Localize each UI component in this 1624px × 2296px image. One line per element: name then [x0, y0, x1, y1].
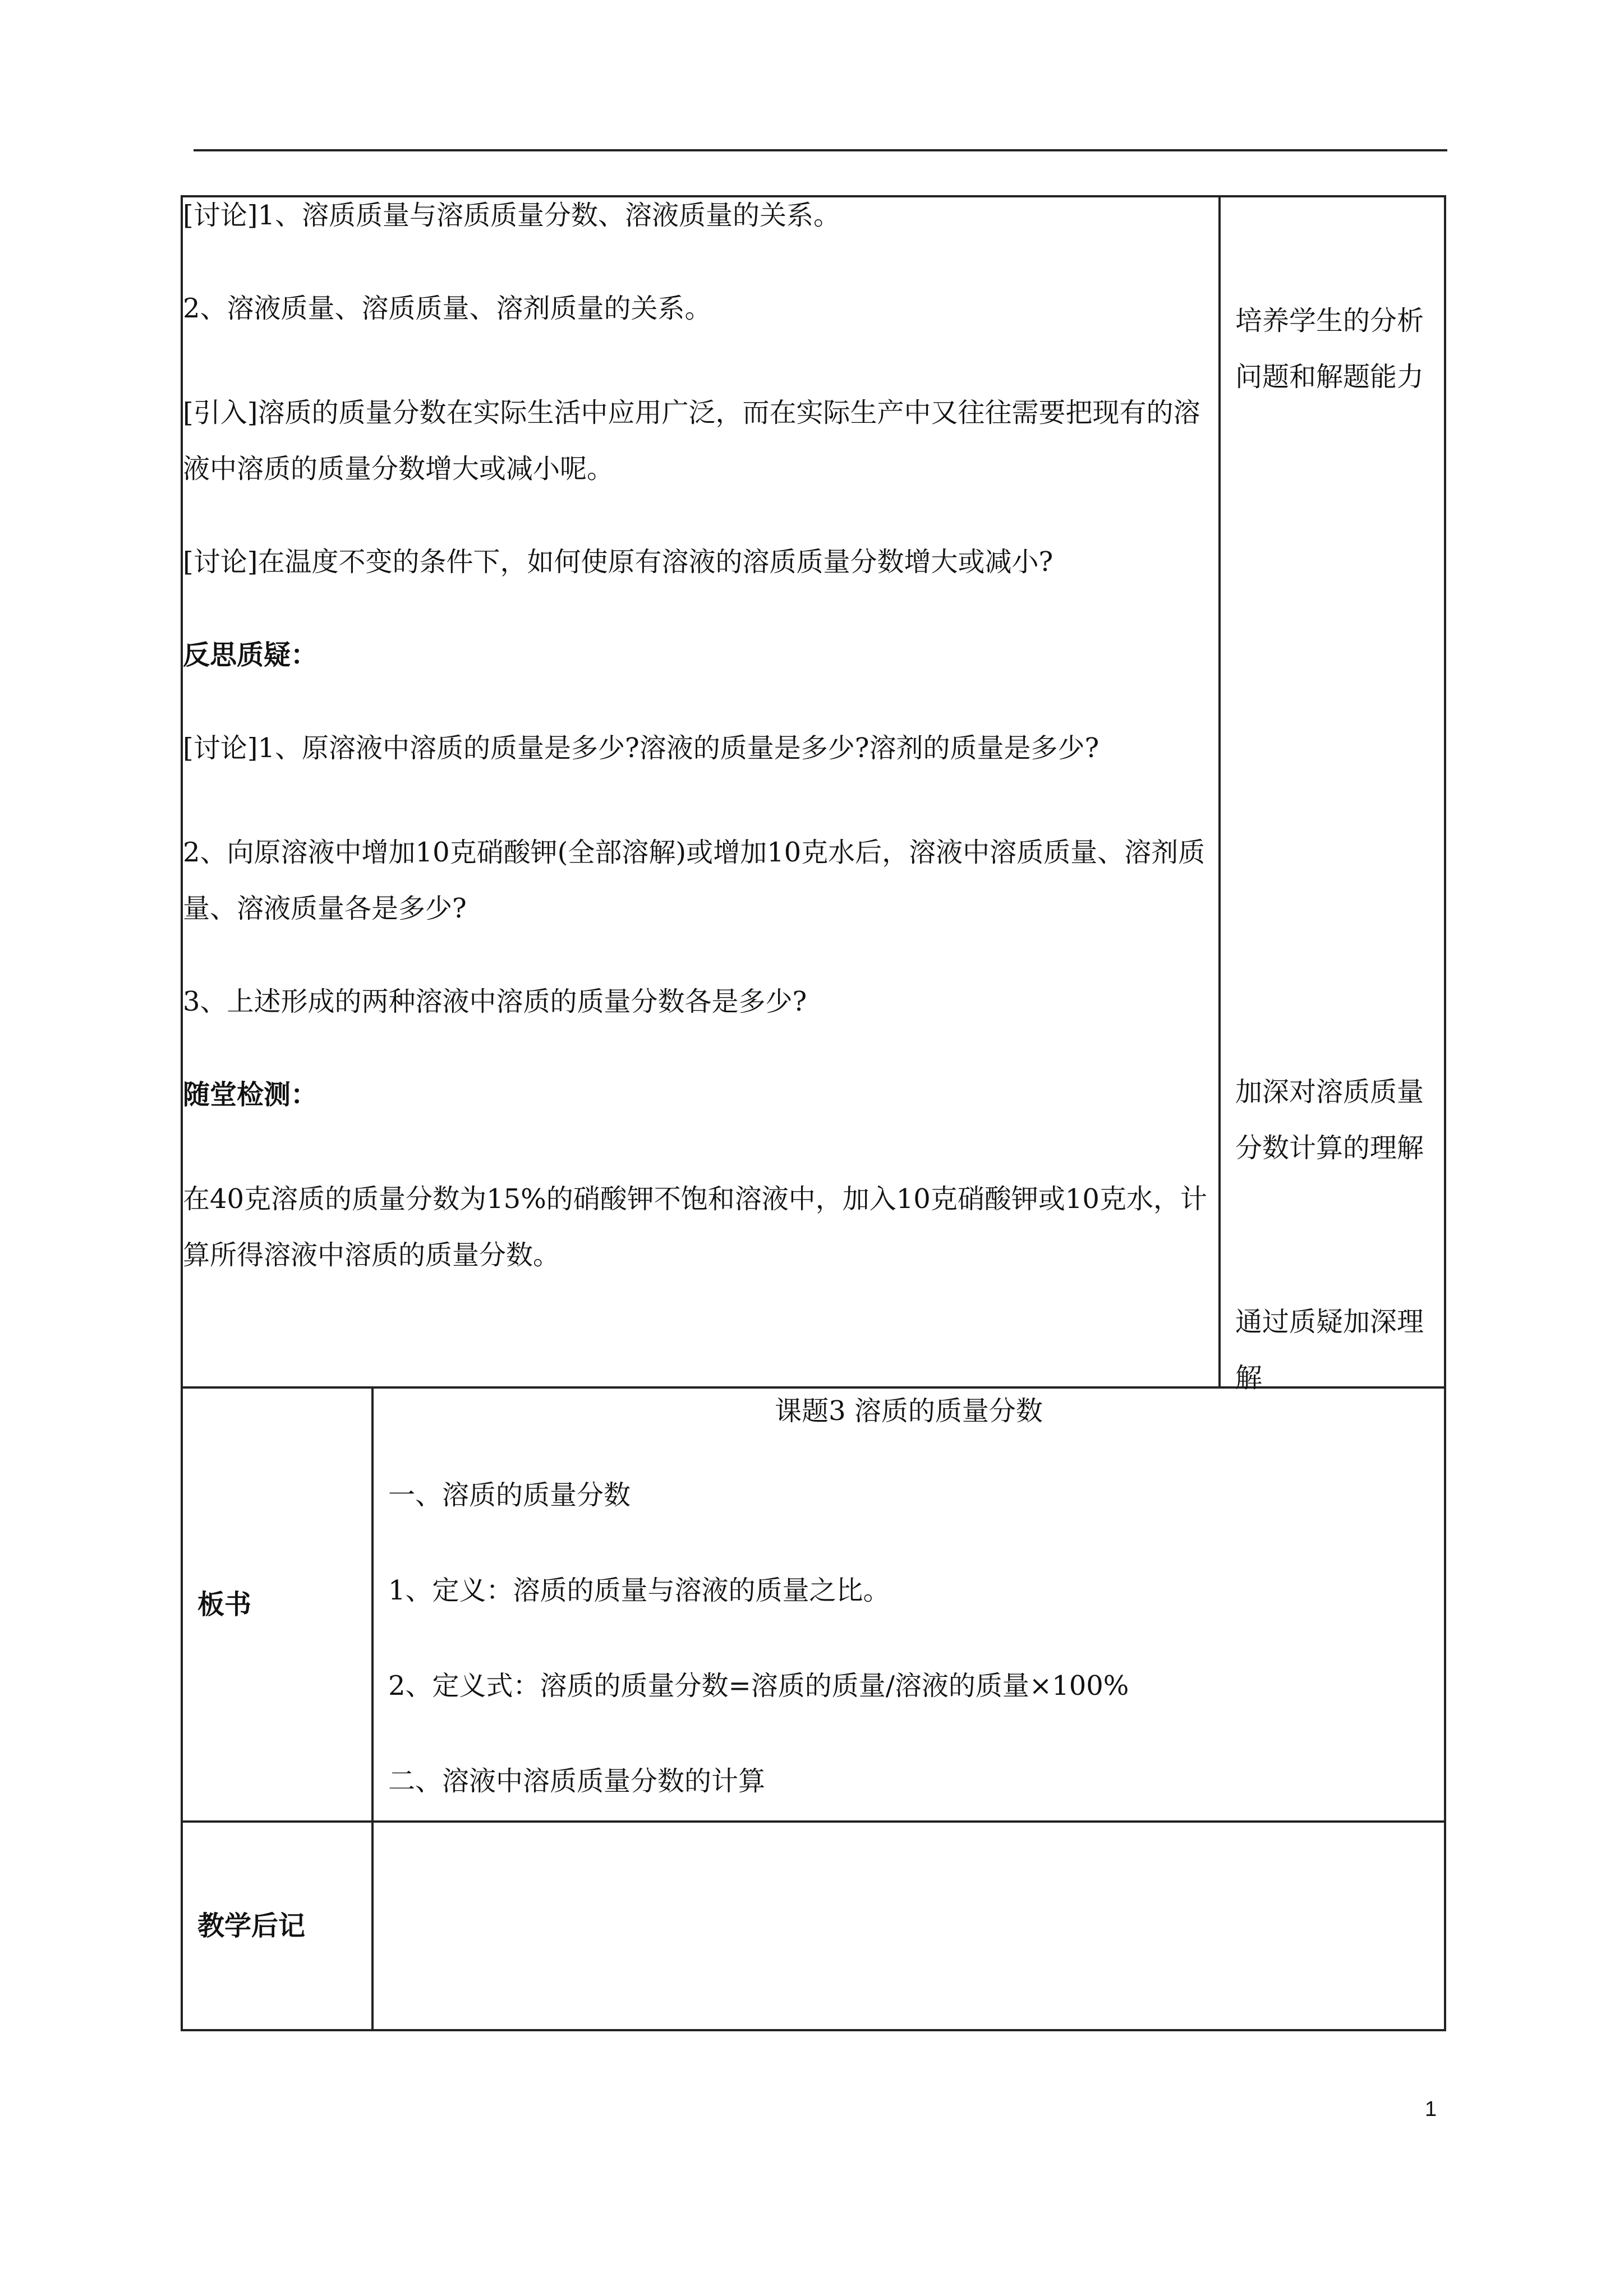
teaching-notes-row: [182, 1822, 1445, 2030]
teaching-notes-content-cell: [372, 1822, 1445, 2030]
teaching-notes-label: 教学后记: [197, 1910, 306, 1942]
discussion-1: [讨论]1、溶质质量与溶质质量分数、溶液质量的关系。: [183, 200, 840, 231]
board-line-1: 一、溶质的质量分数: [388, 1479, 631, 1511]
blackboard-label-cell: [182, 1387, 372, 1822]
blackboard-label: 板书: [197, 1589, 252, 1620]
reflection-question-2: 2、向原溶液中增加10克硝酸钾(全部溶解)或增加10克水后，溶液中溶质质量、溶剂质量、溶液质量各是多少?: [183, 837, 1206, 924]
lesson-plan-table: [181, 195, 1446, 2031]
reflection-question-1: [讨论]1、原溶液中溶质的质量是多少?溶液的质量是多少?溶剂的质量是多少?: [183, 732, 1099, 764]
header-rule: [194, 149, 1447, 151]
process-row: [182, 196, 1445, 1387]
board-line-2: 1、定义：溶质的质量与溶液的质量之比。: [388, 1575, 890, 1606]
introduction-paragraph: [引入]溶质的质量分数在实际生活中应用广泛，而在实际生产中又往往需要把现有的溶液中溶质的质量分数增大或减小呢。: [183, 397, 1200, 485]
quiz-heading: 随堂检测：: [183, 1079, 318, 1110]
intent-note-1: 培养学生的分析问题和解题能力: [1235, 305, 1424, 393]
intent-note-2: 加深对溶质质量分数计算的理解: [1235, 1076, 1424, 1164]
reflection-heading: 反思质疑：: [183, 639, 318, 671]
intent-note-3: 通过质疑加深理解: [1235, 1306, 1424, 1394]
blackboard-content-cell: [372, 1387, 1445, 1822]
design-intent-cell: [1220, 196, 1445, 1394]
quiz-question: 在40克溶质的质量分数为15%的硝酸钾不饱和溶液中，加入10克硝酸钾或10克水，计算所得溶液中溶质的质量分数。: [183, 1183, 1207, 1271]
discussion-2: 2、溶液质量、溶质质量、溶剂质量的关系。: [183, 293, 712, 324]
blackboard-row: [182, 1387, 1445, 1822]
board-title: 课题3 溶质的质量分数: [775, 1395, 1043, 1427]
reflection-question-3: 3、上述形成的两种溶液中溶质的质量分数各是多少?: [183, 986, 807, 1017]
page-number: 1: [1425, 2097, 1437, 2121]
discussion-temperature: [讨论]在温度不变的条件下，如何使原有溶液的溶质质量分数增大或减小?: [183, 546, 1053, 578]
board-line-4: 二、溶液中溶质质量分数的计算: [388, 1765, 766, 1797]
teaching-notes-label-cell: [182, 1822, 372, 2030]
board-line-3: 2、定义式：溶质的质量分数=溶质的质量/溶液的质量×100%: [388, 1670, 1129, 1702]
teaching-process-cell: [182, 196, 1220, 1387]
